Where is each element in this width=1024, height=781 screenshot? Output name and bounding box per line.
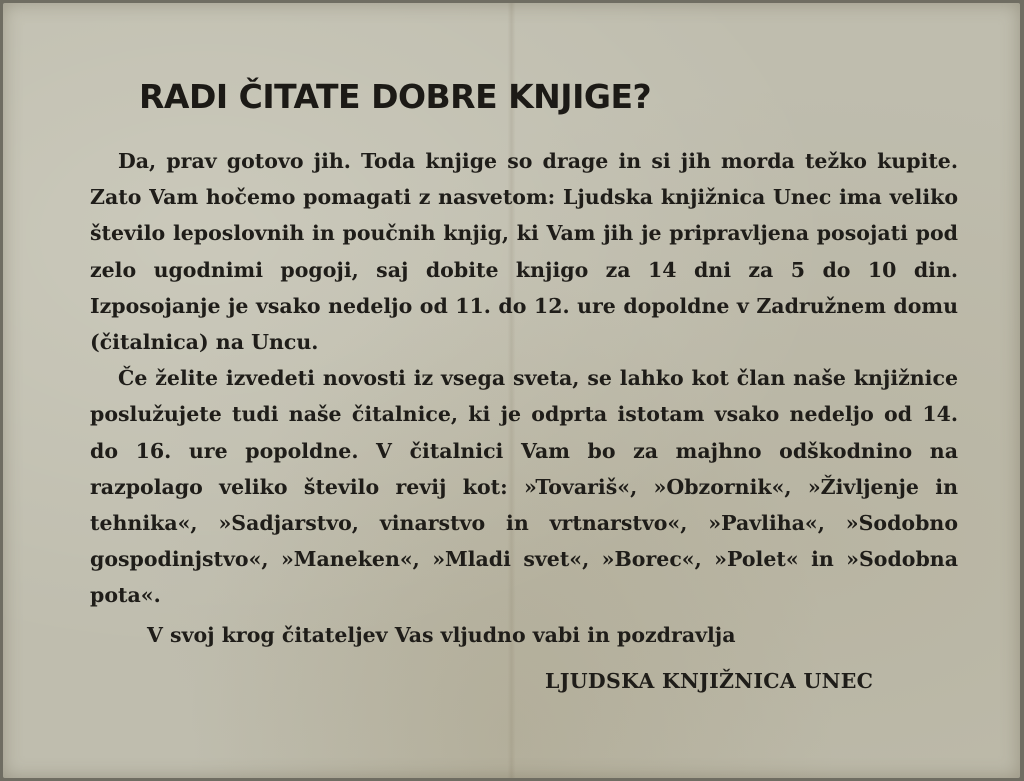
paper-sheet [3, 3, 1020, 778]
closing-line: V svoj krog čitateljev Vas vljudno vabi in pozdravlja [147, 623, 736, 647]
signature: LJUDSKA KNJIŽNICA UNEC [545, 669, 874, 693]
page-title: RADI ČITATE DOBRE KNJIGE? [139, 77, 652, 116]
paragraph-intro: Da, prav gotovo jih. Toda knjige so drage in si jih morda težko kupite. Zato Vam hočemo pomagati z nasvetom: Ljudska knjižnica Unec ima veliko število leposlovnih in poučnih knjig, ki Vam jih je pripravljena posojati pod zelo ugodnimi pogoji, saj dobite knjigo za 14 dni za 5 do 10 din. Izposojanje je vsako nedeljo od 11. do 12. ure dopoldne v Zadružnem domu (čitalnica) na Uncu. [90, 149, 958, 355]
paragraph-reading-room: Če želite izvedeti novosti iz vsega sveta, se lahko kot član naše knjižnice poslužujete tudi naše čitalnice, ki je odprta istotam vsako nedeljo od 14. do 16. ure popoldne. V čitalnici Vam bo za majhno odškodnino na razpolago veliko število revij kot: »Tovariš«, »Obzornik«, »Življenje in tehnika«, »Sadjarstvo, vinarstvo in vrtnarstvo«, »Pavliha«, »Sodobno gospodinjstvo«, »Maneken«, »Mladi svet«, »Borec«, »Polet« in »Sodobna pota«. [90, 366, 958, 608]
body-text [90, 143, 958, 614]
